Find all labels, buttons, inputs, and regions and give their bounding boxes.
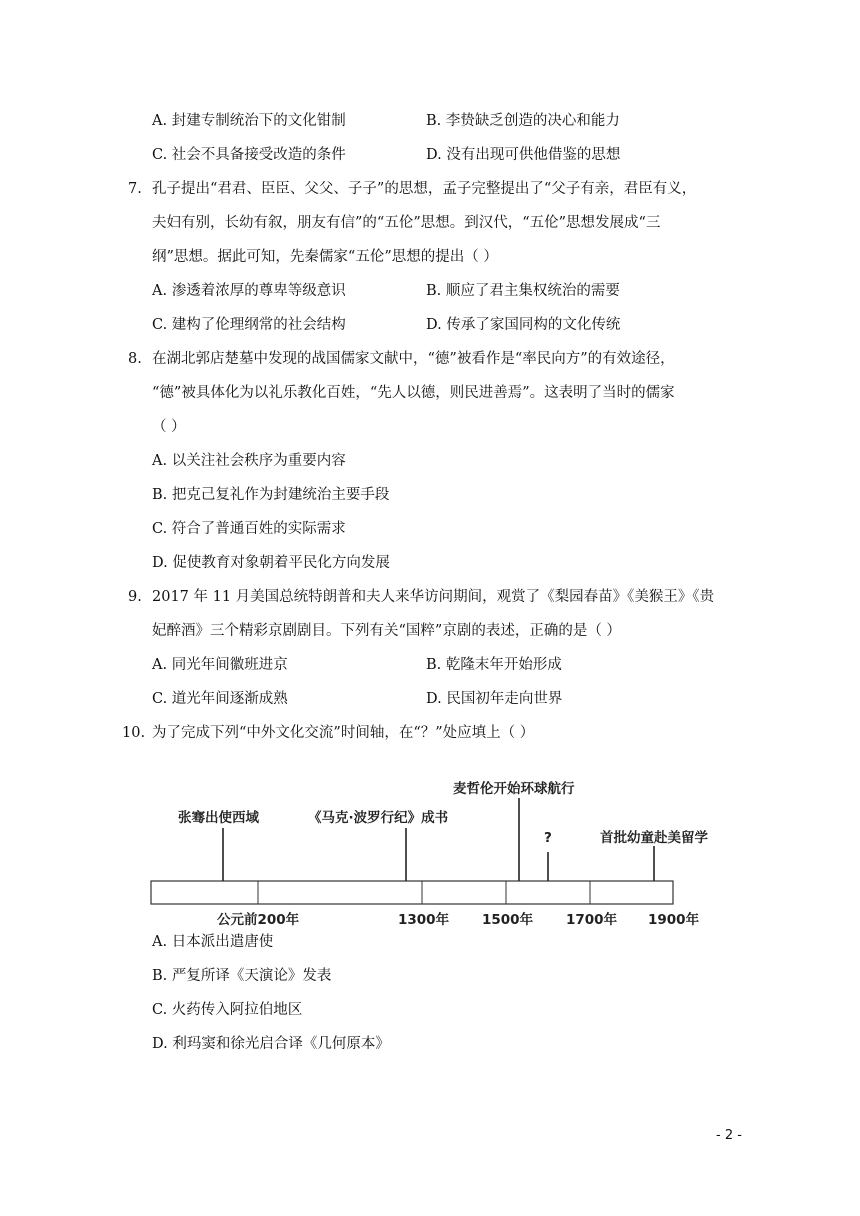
q10-stem: 为了完成下列“中外文化交流”时间轴，在“？”处应填上（ ） — [152, 725, 535, 741]
page-number: - 2 - — [716, 1128, 742, 1143]
event-label-magellan: 麦哲伦开始环球航行 — [453, 781, 575, 797]
event-label-youth: 首批幼童赴美留学 — [600, 830, 708, 846]
q8-option-c: C. 符合了普通百姓的实际需求 — [152, 521, 346, 537]
q7-option-c: C. 建构了伦理纲常的社会结构 — [152, 317, 346, 333]
q7-stem-line: 孔子提出“君君、臣臣、父父、子子”的思想，孟子完整提出了“父子有亲，君臣有义， — [152, 181, 697, 197]
q9-option-b: B. 乾隆末年开始形成 — [426, 657, 562, 673]
q7-option-a: A. 渗透着浓厚的尊卑等级意识 — [152, 283, 346, 299]
q9-option-a: A. 同光年间徽班进京 — [152, 657, 288, 673]
q6-option-a: A. 封建专制统治下的文化钳制 — [152, 113, 346, 129]
q10-option-a: A. 日本派出遣唐使 — [152, 934, 274, 950]
q8-stem-line: （ ） — [152, 419, 186, 435]
tick-label: 公元前200年 — [217, 912, 300, 928]
tick-label: 1500年 — [482, 912, 534, 928]
event-label-zhangqian: 张骞出使西域 — [178, 810, 259, 826]
q9-option-d: D. 民国初年走向世界 — [426, 691, 563, 707]
q10-option-c: C. 火药传入阿拉伯地区 — [152, 1002, 303, 1018]
q7-stem-line: 夫妇有别，长幼有叙，朋友有信”的“五伦”思想。到汉代，“五伦”思想发展成“三 — [152, 215, 661, 231]
q8-option-b: B. 把克己复礼作为封建统治主要手段 — [152, 487, 390, 503]
q10-option-b: B. 严复所译《天演论》发表 — [152, 968, 332, 984]
q6-option-d: D. 没有出现可供他借鉴的思想 — [426, 147, 621, 163]
event-label-question: ? — [544, 830, 552, 846]
q9-stem-line: 妃醉酒》三个精彩京剧剧目。下列有关“国粹”京剧的表述，正确的是（ ） — [152, 623, 621, 639]
q9-stem-line: 2017 年 11 月美国总统特朗普和夫人来华访问期间，观赏了《梨园春苗》《美猴王》《贵 — [152, 589, 715, 605]
q7-stem-line: 纲”思想。据此可知，先秦儒家“五伦”思想的提出（ ） — [152, 249, 498, 265]
q8-number: 8. — [128, 351, 142, 367]
q9-option-c: C. 道光年间逐渐成熟 — [152, 691, 288, 707]
q8-stem-line: “德”被具体化为以礼乐教化百姓，“先人以德，则民进善焉”。这表明了当时的儒家 — [152, 385, 675, 401]
q6-option-b: B. 李贽缺乏创造的决心和能力 — [426, 113, 620, 129]
q6-option-c: C. 社会不具备接受改造的条件 — [152, 147, 346, 163]
tick-label: 1300年 — [398, 912, 450, 928]
q8-option-a: A. 以关注社会秩序为重要内容 — [152, 453, 346, 469]
q8-option-d: D. 促使教育对象朝着平民化方向发展 — [152, 555, 390, 571]
q10-option-d: D. 利玛窦和徐光启合译《几何原本》 — [152, 1036, 390, 1052]
q7-option-d: D. 传承了家国同构的文化传统 — [426, 317, 621, 333]
q9-number: 9. — [128, 589, 142, 605]
timeline-bar — [151, 881, 673, 904]
q8-stem-line: 在湖北郭店楚墓中发现的战国儒家文献中，“德”被看作是“率民向方”的有效途径， — [152, 351, 675, 367]
timeline-figure — [140, 770, 720, 930]
tick-label: 1700年 — [566, 912, 618, 928]
q10-number: 10. — [122, 725, 146, 741]
tick-label: 1900年 — [648, 912, 700, 928]
q7-number: 7. — [128, 181, 142, 197]
q7-option-b: B. 顺应了君主集权统治的需要 — [426, 283, 620, 299]
event-label-marcopolo: 《马克·波罗行纪》成书 — [308, 810, 449, 826]
